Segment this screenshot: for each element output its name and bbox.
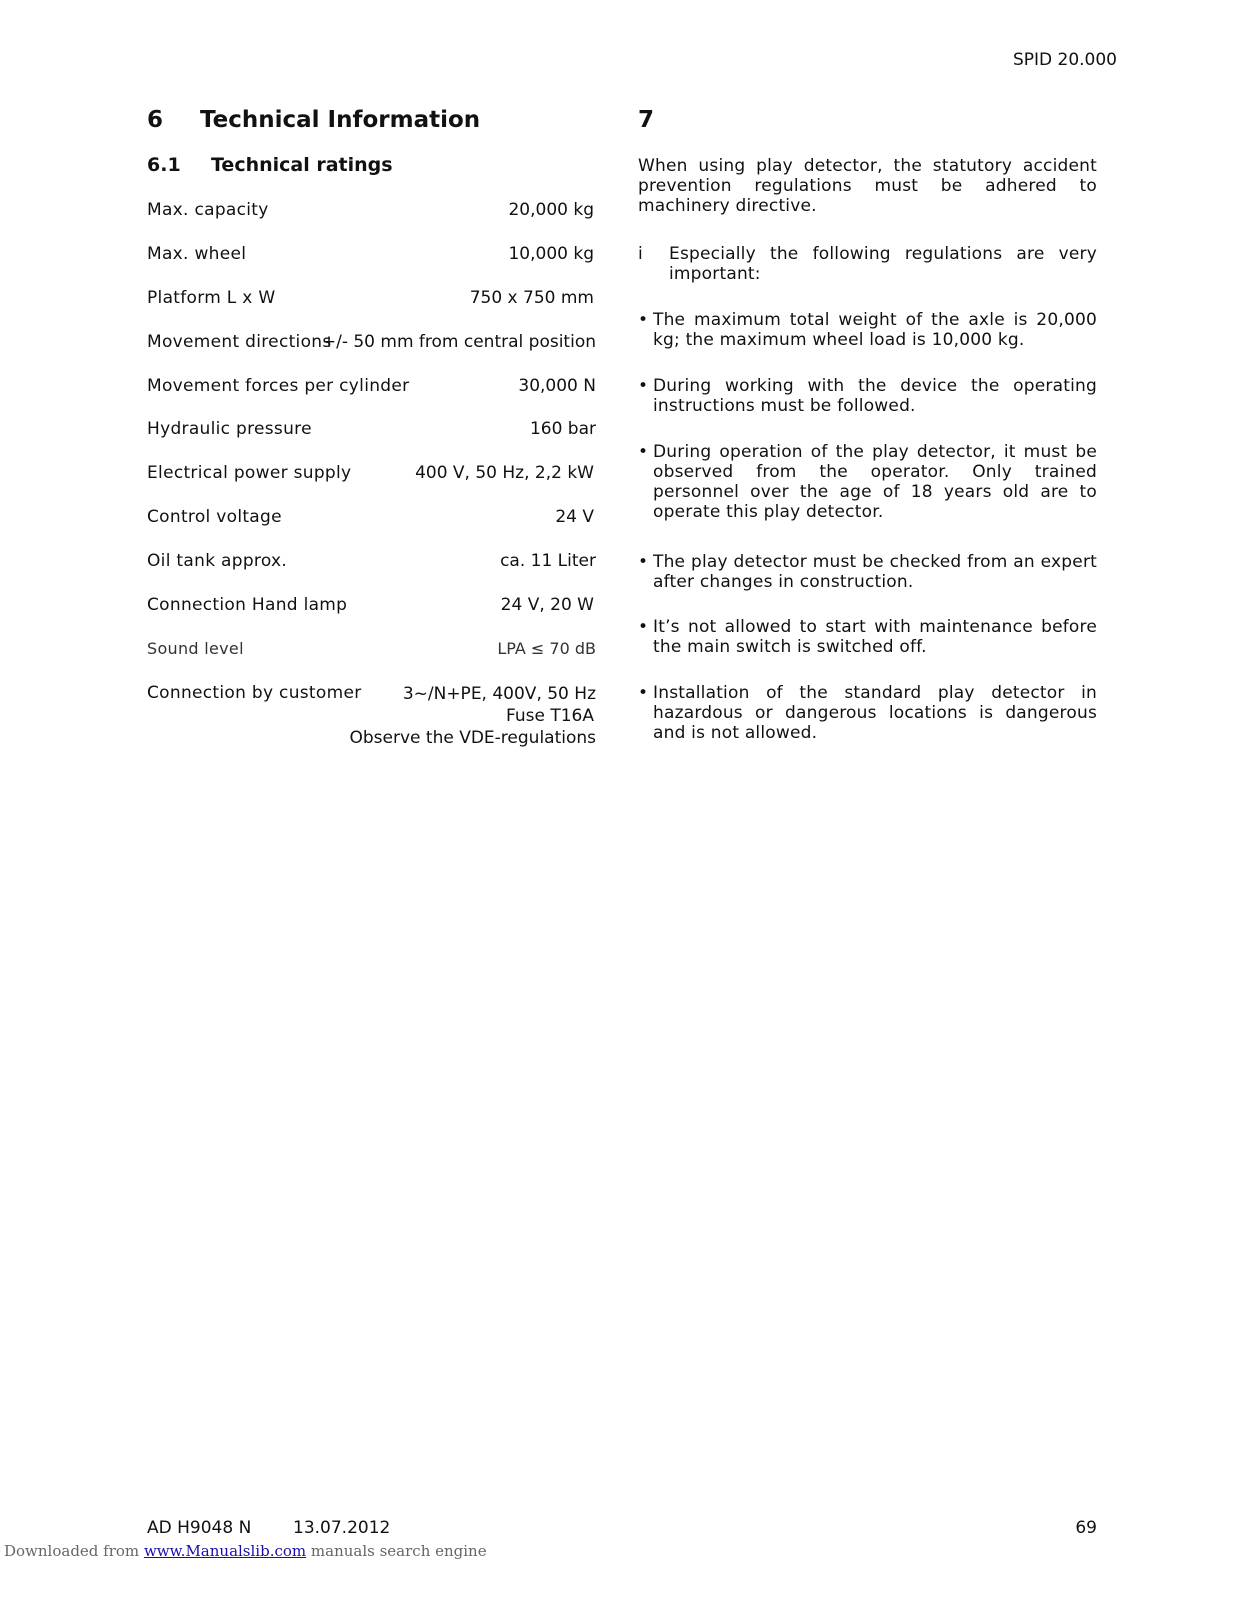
download-note-prefix: Downloaded from [4,1542,140,1560]
rating-label-hydraulic-pressure: Hydraulic pressure [147,419,312,439]
rating-label-sound-level: Sound level [147,639,244,658]
rating-values-connection-customer [350,683,597,749]
bullet-mark: • [638,376,649,396]
bullet-item: The maximum total weight of the axle is 20,000 kg; the maximum wheel load is 10,000 kg. [653,310,1097,350]
rating-label-connection-customer: Connection by customer [147,683,362,703]
rating-label-hand-lamp: Connection Hand lamp [147,595,348,615]
bullet-item: Installation of the standard play detector in hazardous or dangerous locations is dangerous and is not allowed. [653,683,1097,743]
bullet-mark: • [638,310,649,330]
rating-value-electrical-power: 400 V, 50 Hz, 2,2 kW [415,463,594,483]
download-note-suffix: manuals search engine [310,1542,487,1560]
rating-value-max-wheel: 10,000 kg [508,244,594,264]
footer-date: 13.07.2012 [293,1518,391,1538]
bullet-mark: • [638,683,649,703]
rating-label-platform: Platform L x W [147,288,276,308]
subsection-number: 6.1 [147,154,181,176]
rating-value-hand-lamp: 24 V, 20 W [500,595,594,615]
bullet-item: During working with the device the operating instructions must be followed. [653,376,1097,416]
rating-value-max-capacity: 20,000 kg [508,200,594,220]
rating-value-connection-supply: 3~/N+PE, 400V, 50 Hz [402,684,596,704]
rating-label-max-capacity: Max. capacity [147,200,269,220]
bullet-mark: • [638,617,649,637]
rating-value-connection-fuse: Fuse T16A [506,706,594,726]
rating-value-oil-tank: ca. 11 Liter [500,551,596,571]
rating-value-platform: 750 x 750 mm [469,288,594,308]
rating-value-sound-level: LPA ≤ 70 dB [497,639,596,658]
bullet-item: The play detector must be checked from an expert after changes in construction. [653,552,1097,592]
bullet-item: During operation of the play detector, it must be observed from the operator. Only trained personnel over the age of 18 years old are to operate this play detector. [653,442,1097,522]
rating-value-control-voltage: 24 V [555,507,594,527]
rating-value-hydraulic-pressure: 160 bar [529,419,596,439]
info-text: Especially the following regulations are very important: [669,244,1097,284]
intro-paragraph: When using play detector, the statutory accident prevention regulations must be adhered to machinery directive. [638,156,1097,216]
download-note [4,1542,487,1560]
bullet-mark: • [638,552,649,572]
info-marker: i [638,244,643,264]
document-title: SPID 20.000 [1012,50,1117,70]
rating-label-movement-forces: Movement forces per cylinder [147,376,410,396]
footer-doc-code: AD H9048 N [147,1518,252,1538]
section-6-number: 6 [147,107,164,133]
section-7-number: 7 [638,107,655,133]
rating-value-movement-directions: +/- 50 mm from central position [321,332,596,352]
rating-label-electrical-power: Electrical power supply [147,463,352,483]
rating-label-max-wheel: Max. wheel [147,244,247,264]
subsection-title: Technical ratings [211,154,393,176]
bullet-item: It’s not allowed to start with maintenance before the main switch is switched off. [653,617,1097,657]
bullet-mark: • [638,442,649,462]
rating-label-control-voltage: Control voltage [147,507,282,527]
rating-label-oil-tank: Oil tank approx. [147,551,288,571]
rating-value-connection-regulations: Observe the VDE-regulations [349,728,596,748]
section-6-title: Technical Information [200,107,481,133]
manualslib-link[interactable]: www.Manualslib.com [143,1542,307,1560]
rating-label-movement-directions: Movement directions [147,332,332,352]
footer-page-number: 69 [1075,1518,1097,1538]
rating-value-movement-forces: 30,000 N [518,376,596,396]
